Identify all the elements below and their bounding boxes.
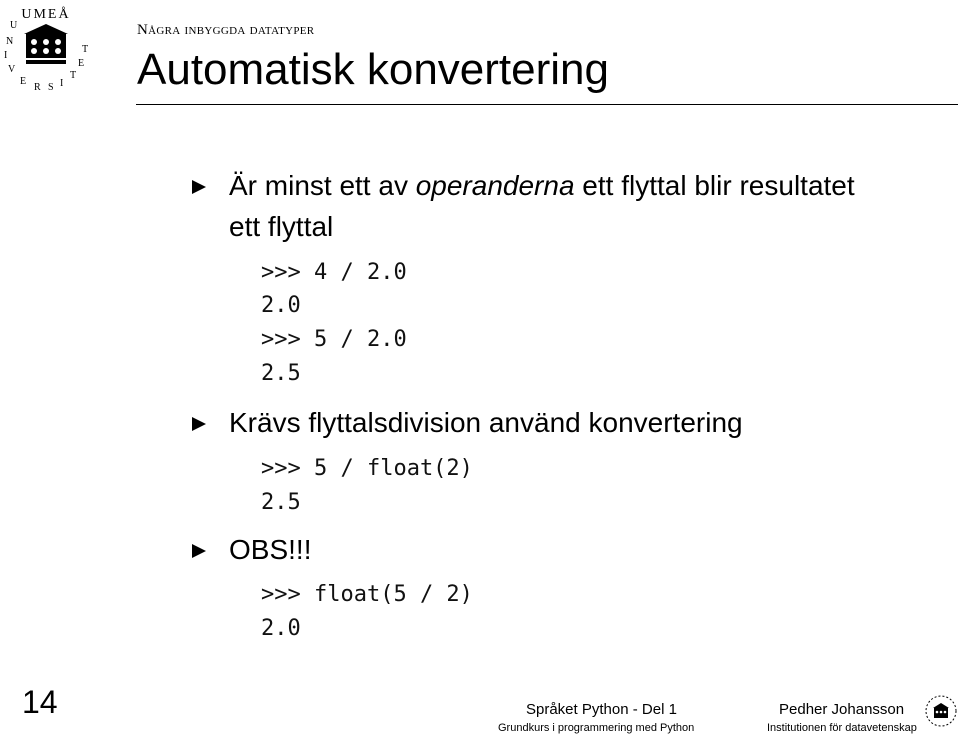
code-line: >>> float(5 / 2) — [261, 582, 473, 607]
footer-author: Pedher Johansson — [779, 701, 905, 718]
code-line: 2.0 — [261, 293, 301, 318]
svg-text:E: E — [20, 76, 27, 87]
code-line: >>> 5 / 2.0 — [261, 327, 407, 352]
svg-text:N: N — [6, 36, 14, 47]
title-rule — [136, 104, 958, 105]
bullet-text-1-line2: ett flyttal — [229, 211, 334, 242]
section-heading: Några inbyggda datatyper — [137, 22, 315, 38]
code-line: 2.0 — [261, 616, 301, 641]
bullet-text-1-post: ett flyttal blir resultatet — [574, 170, 855, 201]
slide-title: Automatisk konvertering — [137, 45, 609, 94]
svg-text:T: T — [82, 44, 89, 55]
page-number: 14 — [22, 684, 58, 720]
svg-text:S: S — [48, 82, 54, 92]
code-line: >>> 5 / float(2) — [261, 456, 473, 481]
svg-text:E: E — [78, 58, 85, 69]
code-line: 2.5 — [261, 361, 301, 386]
svg-text:T: T — [70, 70, 77, 81]
bullet-text-1-pre: Är minst ett av — [229, 170, 416, 201]
bullet-marker-icon — [192, 544, 206, 558]
code-line: 2.5 — [261, 490, 301, 515]
svg-text:UMEÅ: UMEÅ — [21, 7, 71, 22]
svg-text:R: R — [34, 82, 41, 92]
bullet-marker-icon — [192, 417, 206, 431]
code-line: >>> 4 / 2.0 — [261, 260, 407, 285]
svg-text:I: I — [60, 78, 64, 89]
svg-text:I: I — [4, 50, 8, 61]
footer-department: Institutionen för datavetenskap — [767, 722, 917, 734]
bullet-text-2: Krävs flyttalsdivision använd konvertering — [229, 407, 743, 438]
university-logo — [0, 0, 92, 92]
footer-course-title: Språket Python - Del 1 — [526, 701, 677, 718]
svg-text:U: U — [10, 20, 18, 31]
footer-course-subtitle: Grundkurs i programmering med Python — [498, 722, 695, 734]
bullet-marker-icon — [192, 180, 206, 194]
bullet-text-3: OBS!!! — [229, 534, 312, 565]
bullet-text-1 — [229, 168, 855, 204]
bullet-text-1-emphasis: operanderna — [415, 170, 575, 201]
svg-text:V: V — [8, 64, 16, 75]
university-logo-small — [924, 694, 958, 728]
